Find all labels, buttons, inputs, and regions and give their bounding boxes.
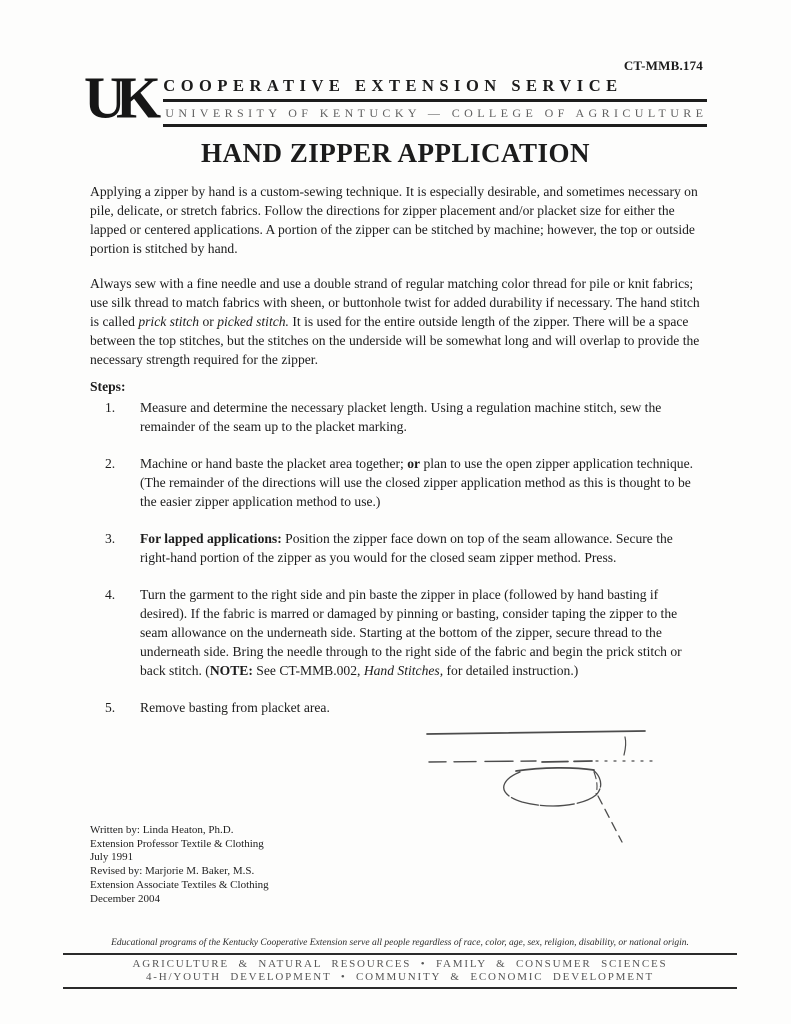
credit-line: July 1991 [90, 851, 134, 864]
doc-number: CT-MMB.174 [623, 58, 703, 73]
service-name: COOPERATIVE EXTENSION SERVICE [163, 76, 707, 102]
text-segment: Measure and determine the necessary placket length. Using a regulation machine stitch, sew the remainder of the seam up to the placket marking. [140, 400, 662, 434]
step-item [90, 398, 708, 436]
step-number: 3. [105, 531, 116, 546]
uk-logo: UK [84, 64, 152, 131]
page-footer [63, 938, 737, 989]
credit-line: Extension Associate Textiles & Clothing [90, 878, 269, 891]
text-segment: Turn the garment to the right side and pin baste the zipper in place (followed by hand basting if desired). If the fabric is marred or damaged by pinning or basting, consider taping the zipper to the seam allowance on the underneath side. Starting at the bottom of the zipper, secure thread to the underneath side. Bring the needle through to the right side of the fabric and begin the prick stitch or back stitch. ( [140, 587, 682, 678]
steps-list [90, 398, 708, 717]
text-segment: prick stitch [138, 314, 200, 329]
footer-disclaimer: Educational programs of the Kentucky Cooperative Extension serve all people regardless of race, color, age, sex, religion, disability, or national origin. [111, 938, 689, 948]
footer-program-line-1: AGRICULTURE & NATURAL RESOURCES • FAMILY & CONSUMER SCIENCES [132, 958, 668, 970]
credit-line: Revised by: Marjorie M. Baker, M.S. [90, 865, 255, 878]
credits-block [90, 824, 269, 906]
step-item [90, 529, 708, 567]
text-segment: picked stitch. [217, 314, 289, 329]
masthead-lines [163, 74, 707, 127]
text-segment: See CT-MMB.002, [252, 663, 364, 678]
step-text [140, 398, 708, 436]
step-text [140, 529, 708, 567]
step-number: 4. [105, 587, 116, 602]
footer-programs [63, 953, 737, 989]
step-item [90, 585, 708, 680]
credit-line: December 2004 [90, 892, 160, 905]
body-content [90, 182, 708, 735]
footer-program-line-2: 4-H/YOUTH DEVELOPMENT • COMMUNITY & ECONOMIC DEVELOPMENT [145, 970, 655, 983]
step-number: 2. [105, 456, 116, 471]
text-segment: Applying a zipper by hand is a custom-sewing technique. It is especially desirable, and sometimes necessary on pile, delicate, or stretch fabrics. Follow the directions for zipper placement and/or placket size for either the lapped or centered applications. A portion of the zipper can be stitched by machine; however, the top or outside portion is stitched by hand. [90, 184, 698, 256]
text-segment: for detailed instruction.) [443, 663, 579, 678]
step-text [140, 454, 708, 511]
text-segment: Position the zipper face down on top of the seam allowance. Secure the right-hand portion of the zipper as you would for the closed seam zipper method. Press. [140, 531, 673, 565]
text-segment: It is used for the entire outside length of the zipper. There will be a space between the top stitches, but the stitches on the underside will be somewhat long and will overlap to provide the necessary strength required for the zipper. [90, 314, 700, 367]
page-title: HAND ZIPPER APPLICATION [200, 138, 591, 168]
intro-paragraph-2 [90, 274, 708, 369]
step-number: 5. [105, 700, 116, 715]
text-segment: or [199, 314, 218, 329]
step-number: 1. [105, 400, 116, 415]
text-segment: or [407, 456, 421, 471]
text-segment: Remove basting from placket area. [140, 700, 330, 715]
text-segment: plan to use the open zipper application technique. (The remainder of the directions will use the closed zipper application method as this is thought to be the easier zipper application method to use.) [140, 456, 693, 509]
intro-paragraph-1 [90, 182, 708, 258]
credit-line: Written by: Linda Heaton, Ph.D. [90, 824, 234, 836]
step-item [90, 454, 708, 511]
step-text [140, 585, 708, 680]
credit-line: Extension Professor Textile & Clothing [90, 837, 264, 850]
university-name: UNIVERSITY OF KENTUCKY — COLLEGE OF AGRICULTURE [163, 102, 707, 127]
text-segment: NOTE: [209, 663, 253, 678]
prick-stitch-illustration [424, 710, 664, 850]
text-segment: For lapped applications: [140, 531, 282, 546]
steps-heading: Steps: [90, 379, 126, 394]
text-segment: Always sew with a fine needle and use a double strand of regular matching color thread for pile or knit fabrics; use silk thread to match fabrics with sheen, or buttonhole twist for added durability if necessary. The hand stitch is called [90, 276, 700, 329]
text-segment: Machine or hand baste the placket area together; [140, 456, 408, 471]
text-segment: Hand Stitches, [363, 663, 444, 678]
